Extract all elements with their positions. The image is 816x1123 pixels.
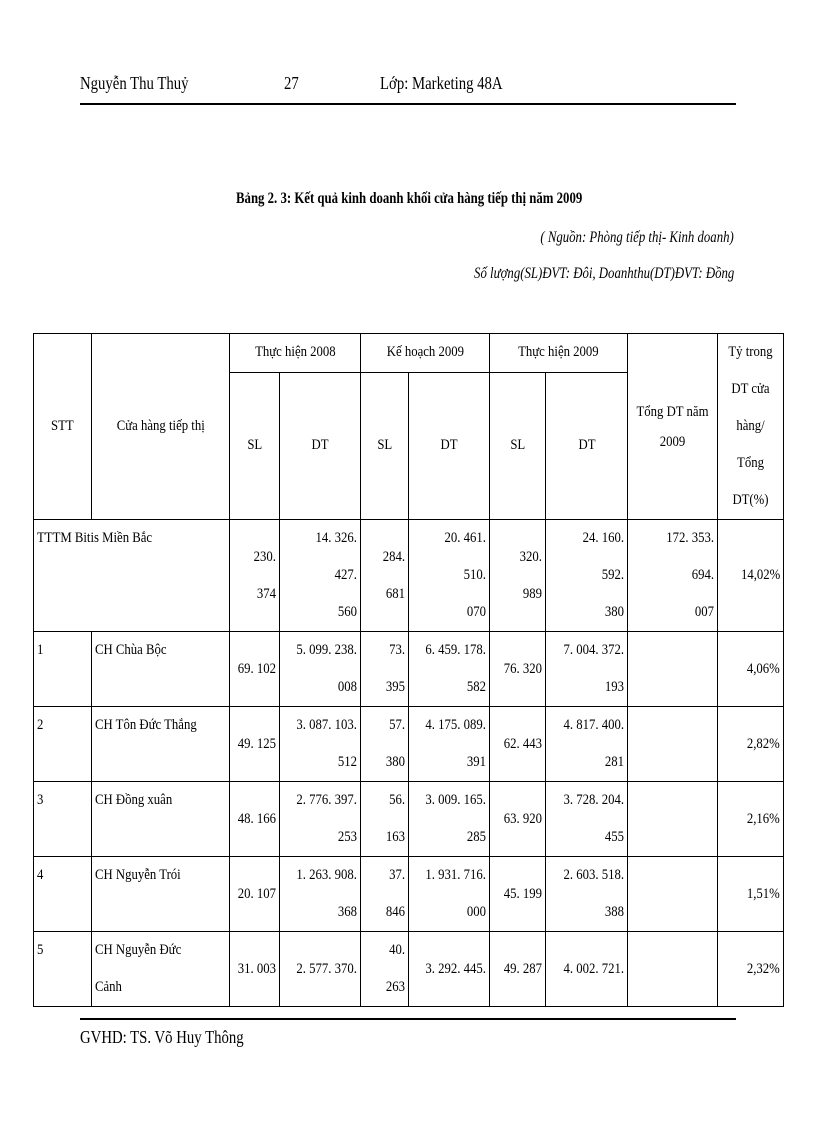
cell-text: CH Chùa Bộc [95, 642, 167, 658]
cell-sl-2008 [230, 932, 280, 1007]
header-total: Tổng DT năm 2009 [628, 334, 718, 520]
cell-text: CH Nguyễn Đức Cảnh [95, 942, 182, 995]
cell-text: 2. 577. 370. [296, 960, 357, 977]
header-share [718, 334, 784, 520]
header-share-line: Tỷ trong [728, 344, 773, 360]
header-row-groups [34, 334, 784, 373]
cell-dt-plan-2009 [409, 932, 490, 1007]
cell-text: CH Tôn Đức Thắng [95, 717, 197, 733]
cell-text: 31. 003 [237, 960, 276, 977]
cell-stt [34, 857, 92, 932]
cell-text: 24. 160. 592. [582, 530, 624, 583]
cell-text: 3. 009. 165. [425, 792, 486, 808]
cell-sl-plan-2009 [361, 520, 409, 632]
cell-text: 253 [337, 829, 357, 845]
table-caption: Bảng 2. 3: Kết quả kinh doanh khối cửa hàng tiếp thị năm 2009 [236, 190, 583, 207]
cell-text: 230. 374 [253, 548, 276, 602]
cell-share [718, 782, 784, 857]
cell-dt-2009 [546, 782, 628, 857]
header-share-line: DT cửa [731, 381, 770, 397]
header-share-line: DT(%) [732, 492, 769, 508]
cell-total [628, 707, 718, 782]
cell-stt-store [34, 520, 230, 632]
cell-text: 512 [337, 754, 357, 770]
header-plan-2009: Kế hoạch 2009 [361, 334, 490, 373]
cell-text: CH Nguyễn Trói [95, 867, 181, 883]
cell-sl-plan-2009 [361, 707, 409, 782]
cell-text: 73. 395 [385, 642, 405, 695]
header-share-line: hàng/ [736, 418, 765, 434]
cell-text: 2,16% [747, 810, 780, 827]
cell-sl-plan-2009 [361, 932, 409, 1007]
author-name: Nguyễn Thu Thuỷ [80, 73, 189, 93]
cell-dt-plan-2009 [409, 632, 490, 707]
cell-dt-2008 [280, 932, 361, 1007]
cell-text: 49. 125 [237, 735, 276, 752]
table-row [34, 932, 784, 1007]
cell-dt-2008 [280, 707, 361, 782]
header-store: Cửa hàng tiếp thị [92, 334, 230, 520]
cell-dt-2008 [280, 520, 361, 632]
header-stt: STT [34, 334, 92, 520]
cell-dt-2008 [280, 782, 361, 857]
cell-sl-plan-2009 [361, 782, 409, 857]
header-dt: DT [280, 372, 361, 519]
cell-share [718, 707, 784, 782]
cell-text: 4. 175. 089. [425, 717, 486, 733]
header-actual-2009: Thực hiện 2009 [490, 334, 628, 373]
cell-text: 3. 292. 445. [425, 960, 486, 977]
cell-total [628, 782, 718, 857]
header-dt: DT [546, 372, 628, 519]
cell-text: CH Đồng xuân [95, 792, 173, 808]
cell-text: 56. 163 [385, 792, 405, 845]
cell-text: 320. 989 [519, 548, 542, 602]
cell-share [718, 857, 784, 932]
cell-dt-2009 [546, 632, 628, 707]
table-row [34, 520, 784, 632]
cell-text: 281 [604, 754, 624, 770]
cell-text: 5. 099. 238. [296, 642, 357, 658]
cell-text: 2,32% [747, 960, 780, 977]
cell-stt [34, 932, 92, 1007]
cell-store [92, 632, 230, 707]
cell-dt-plan-2009 [409, 520, 490, 632]
cell-text: 000 [466, 904, 486, 920]
footer-rule [80, 1018, 736, 1020]
cell-dt-2008 [280, 857, 361, 932]
cell-sl-plan-2009 [361, 857, 409, 932]
results-table [33, 333, 784, 1007]
cell-text: 3. 728. 204. [563, 792, 624, 808]
cell-text: 1,51% [747, 885, 780, 902]
cell-dt-plan-2009 [409, 707, 490, 782]
cell-sl-2009 [490, 707, 546, 782]
cell-dt-plan-2009 [409, 857, 490, 932]
cell-text: 1. 263. 908. [296, 867, 357, 883]
cell-text: 69. 102 [237, 660, 276, 677]
cell-text: 6. 459. 178. [425, 642, 486, 658]
cell-store [92, 932, 230, 1007]
cell-text: 57. 380 [385, 717, 405, 770]
header-actual-2008: Thực hiện 2008 [230, 334, 361, 373]
cell-stt [34, 632, 92, 707]
cell-store [92, 857, 230, 932]
cell-text: 2. 603. 518. [563, 867, 624, 883]
cell-share [718, 520, 784, 632]
cell-sl-2008 [230, 520, 280, 632]
page-header [80, 73, 736, 105]
cell-text: 20. 107 [237, 885, 276, 902]
cell-dt-2009 [546, 707, 628, 782]
cell-text: 284. [382, 548, 405, 565]
class-name: Lớp: Marketing 48A [380, 73, 503, 93]
cell-text: 2. 776. 397. [296, 792, 357, 808]
cell-text: 2,82% [747, 735, 780, 752]
cell-text: 070 [466, 604, 486, 620]
cell-dt-plan-2009 [409, 782, 490, 857]
cell-text: 388 [604, 904, 624, 920]
cell-dt-2009 [546, 520, 628, 632]
cell-text: 2 [37, 717, 44, 733]
cell-text: 63. 920 [503, 810, 542, 827]
cell-text: 20. 461. 510. [444, 530, 486, 583]
cell-text: 49. 287 [503, 960, 542, 977]
header-share-line: Tổng [737, 455, 764, 471]
cell-sl-2008 [230, 707, 280, 782]
cell-text: 40. 263 [385, 942, 405, 995]
cell-store [92, 707, 230, 782]
cell-dt-2009 [546, 857, 628, 932]
cell-sl-plan-2009 [361, 632, 409, 707]
cell-stt [34, 707, 92, 782]
cell-text: 368 [337, 904, 357, 920]
cell-text: 455 [604, 829, 624, 845]
cell-share [718, 632, 784, 707]
table-row [34, 782, 784, 857]
table-row [34, 857, 784, 932]
cell-text: 1. 931. 716. [425, 867, 486, 883]
cell-text: 4,06% [747, 660, 780, 677]
cell-text: 5 [37, 942, 44, 958]
cell-total [628, 632, 718, 707]
cell-text: 3. 087. 103. [296, 717, 357, 733]
header-sl: SL [490, 372, 546, 519]
cell-text: 380 [604, 604, 624, 620]
cell-sl-2009 [490, 932, 546, 1007]
header-sl: SL [361, 372, 409, 519]
cell-total [628, 520, 718, 632]
cell-text: 560 [337, 604, 357, 620]
cell-sl-2008 [230, 857, 280, 932]
cell-sl-2009 [490, 632, 546, 707]
cell-text: TTTM Bitis Miền Bắc [37, 530, 153, 546]
cell-text: 62. 443 [503, 735, 542, 752]
cell-text: 14,02% [740, 567, 780, 583]
table-row [34, 707, 784, 782]
cell-total [628, 932, 718, 1007]
cell-sl-2008 [230, 632, 280, 707]
cell-text: 48. 166 [237, 810, 276, 827]
cell-text: 172. 353. 694. [666, 530, 714, 583]
cell-stt [34, 782, 92, 857]
cell-text: 681 [385, 585, 405, 602]
cell-text: 4 [37, 867, 44, 883]
cell-share [718, 932, 784, 1007]
cell-total [628, 857, 718, 932]
cell-text: 4. 817. 400. [563, 717, 624, 733]
cell-dt-2008 [280, 632, 361, 707]
cell-text: 008 [337, 679, 357, 695]
cell-text: 193 [604, 679, 624, 695]
cell-store [92, 782, 230, 857]
header-rule [80, 103, 736, 105]
cell-text: 1 [37, 642, 44, 658]
table-units: Số lượng(SL)ĐVT: Đôi, Doanhthu(DT)ĐVT: Đồng [473, 265, 734, 282]
cell-text: 582 [466, 679, 486, 695]
cell-sl-2009 [490, 520, 546, 632]
cell-text: 007 [694, 604, 714, 620]
table-source: ( Nguồn: Phòng tiếp thị- Kinh doanh) [540, 229, 734, 246]
cell-text: 76. 320 [503, 660, 542, 677]
header-dt: DT [409, 372, 490, 519]
cell-text: 14. 326. 427. [315, 530, 357, 583]
page-number: 27 [284, 73, 299, 93]
cell-text: 7. 004. 372. [563, 642, 624, 658]
cell-text: 37. 846 [385, 867, 405, 920]
cell-text: 45. 199 [503, 885, 542, 902]
cell-sl-2009 [490, 857, 546, 932]
header-sl: SL [230, 372, 280, 519]
cell-text: 391 [466, 754, 486, 770]
cell-text: 4. 002. 721. [563, 960, 624, 977]
cell-sl-2009 [490, 782, 546, 857]
cell-text: 3 [37, 792, 44, 808]
cell-text: 285 [466, 829, 486, 845]
page-footer: GVHD: TS. Võ Huy Thông [80, 1027, 244, 1047]
cell-dt-2009 [546, 932, 628, 1007]
cell-sl-2008 [230, 782, 280, 857]
table-row [34, 632, 784, 707]
